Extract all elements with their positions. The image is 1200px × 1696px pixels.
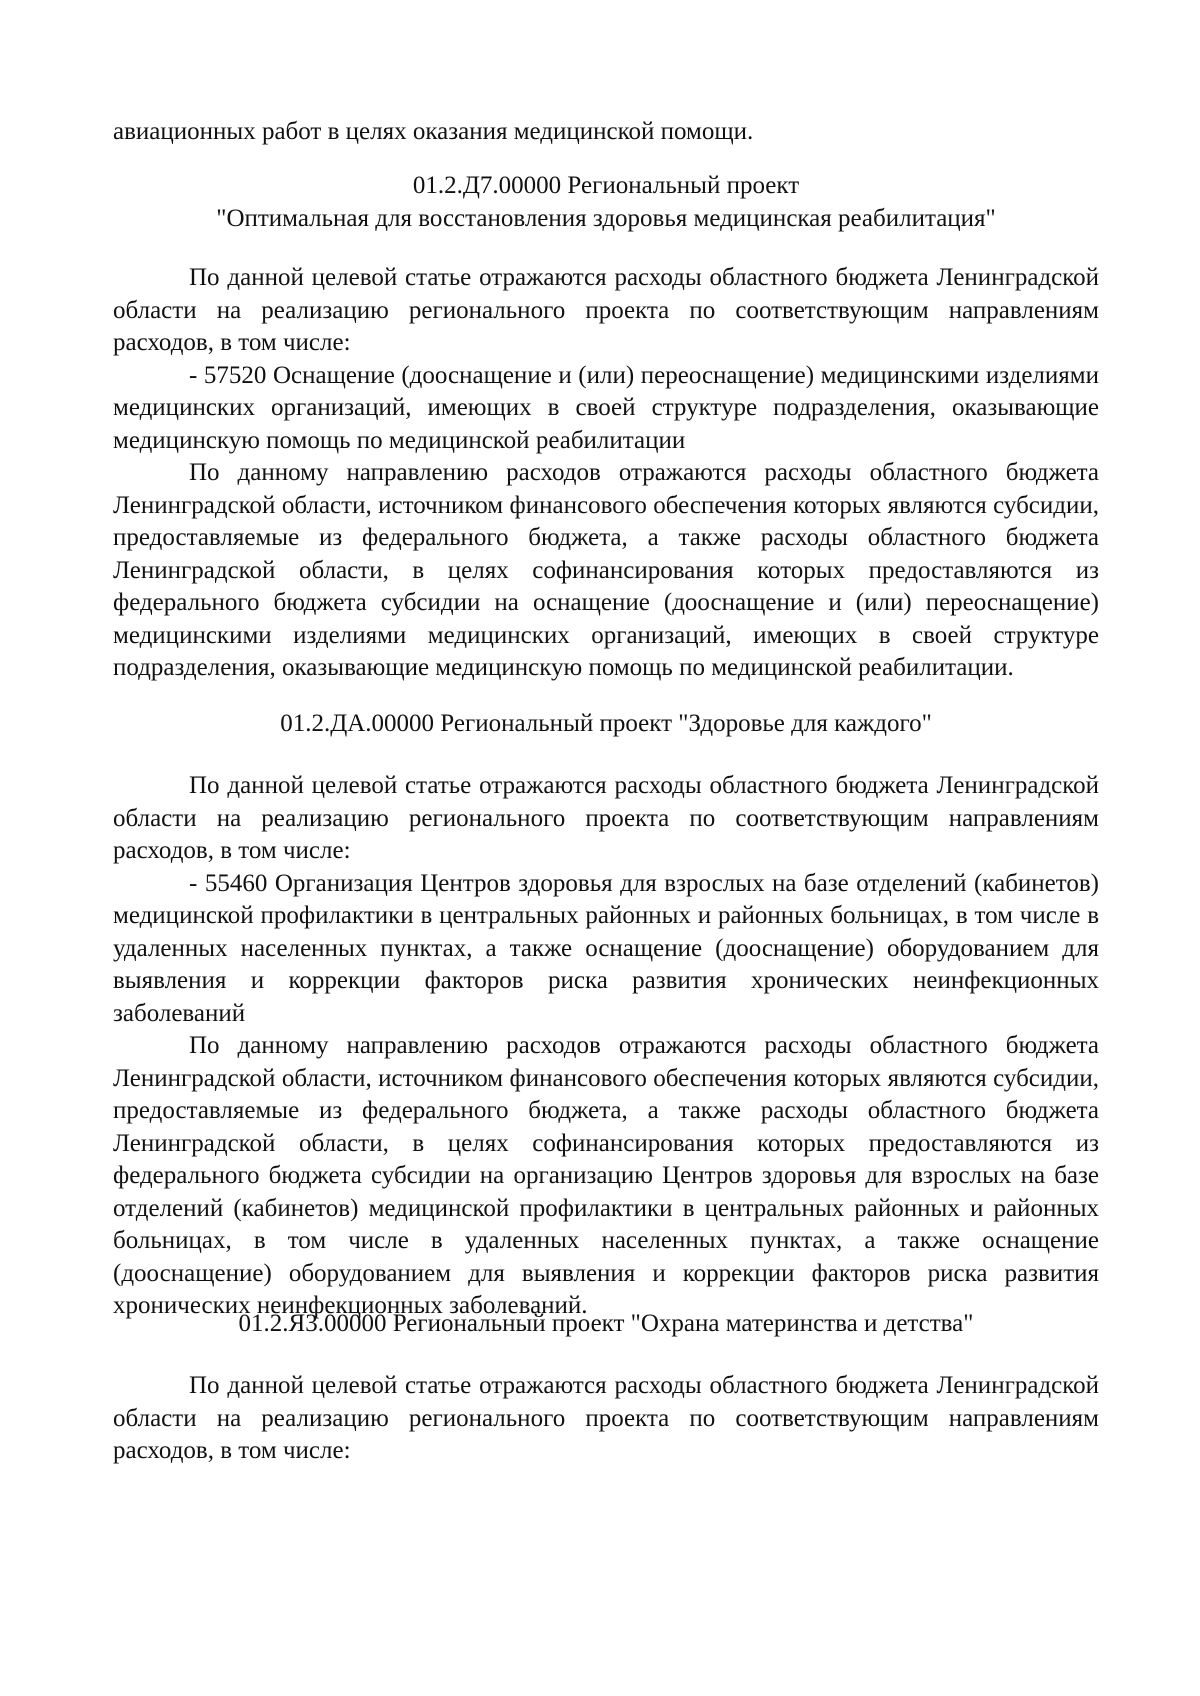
section-title bbox=[113, 708, 1099, 741]
section-body bbox=[113, 1370, 1099, 1468]
paragraph: По данному направлению расходов отражаются расходы областного бюджета Ленинградской области, источником финансового обеспечения которых являются субсидии, предоставляемые из федерального бюджета, а также расходы областного бюджета Ленинградской области, в целях софинансирования которых предоставляются из федерального бюджета субсидии на организацию Центров здоровья для взрослых на базе отделений (кабинетов) медицинской профилактики в центральных районных и районных больницах, в том числе в удаленных населенных пунктах, а также оснащение (дооснащение) оборудованием для выявления и коррекции факторов риска развития хронических неинфекционных заболеваний. bbox=[113, 1032, 1099, 1319]
section-title-line: 01.2.Я3.00000 Региональный проект "Охрана материнства и детства" bbox=[238, 1310, 974, 1337]
list-item: - 55460 Организация Центров здоровья для взрослых на базе отделений (кабинетов) медицинской профилактики в центральных районных и районных больницах, в том числе в удаленных населенных пунктах, а также оснащение (дооснащение) оборудованием для выявления и коррекции факторов риска развития хронических неинфекционных заболеваний bbox=[113, 869, 1099, 1027]
section-title bbox=[113, 170, 1099, 235]
section-title bbox=[113, 1308, 1099, 1341]
section-title-line: 01.2.Д7.00000 Региональный проект bbox=[412, 172, 800, 199]
list-item: - 57520 Оснащение (дооснащение и (или) переоснащение) медицинскими изделиями медицинских организаций, имеющих в своей структуре подразделения, оказывающие медицинскую помощь по медицинской реабилитации bbox=[113, 361, 1099, 454]
paragraph: По данному направлению расходов отражаются расходы областного бюджета Ленинградской области, источником финансового обеспечения которых являются субсидии, предоставляемые из федерального бюджета, а также расходы областного бюджета Ленинградской области, в целях софинансирования которых предоставляются из федерального бюджета субсидии на оснащение (дооснащение и (или) переоснащение) медицинскими изделиями медицинских организаций, имеющих в своей структуре подразделения, оказывающие медицинскую помощь по медицинской реабилитации. bbox=[113, 459, 1099, 681]
section-title-line: "Оптимальная для восстановления здоровья медицинская реабилитация" bbox=[216, 204, 996, 232]
top-fragment bbox=[113, 116, 1099, 149]
section-body bbox=[113, 770, 1099, 1323]
section-body bbox=[113, 262, 1099, 685]
section-title-line: 01.2.ДА.00000 Региональный проект "Здоровье для каждого" bbox=[280, 710, 932, 737]
paragraph: По данной целевой статье отражаются расходы областного бюджета Ленинградской области на реализацию регионального проекта по соответствующим направлениям расходов, в том числе: bbox=[113, 264, 1099, 356]
section-heading bbox=[113, 170, 1099, 235]
section-heading bbox=[113, 708, 1099, 741]
section-heading bbox=[113, 1308, 1099, 1341]
text-line: авиационных работ в целях оказания медицинской помощи. bbox=[113, 118, 754, 145]
paragraph: По данной целевой статье отражаются расходы областного бюджета Ленинградской области на реализацию регионального проекта по соответствующим направлениям расходов, в том числе: bbox=[113, 1372, 1099, 1464]
paragraph: По данной целевой статье отражаются расходы областного бюджета Ленинградской области на реализацию регионального проекта по соответствующим направлениям расходов, в том числе: bbox=[113, 772, 1099, 864]
